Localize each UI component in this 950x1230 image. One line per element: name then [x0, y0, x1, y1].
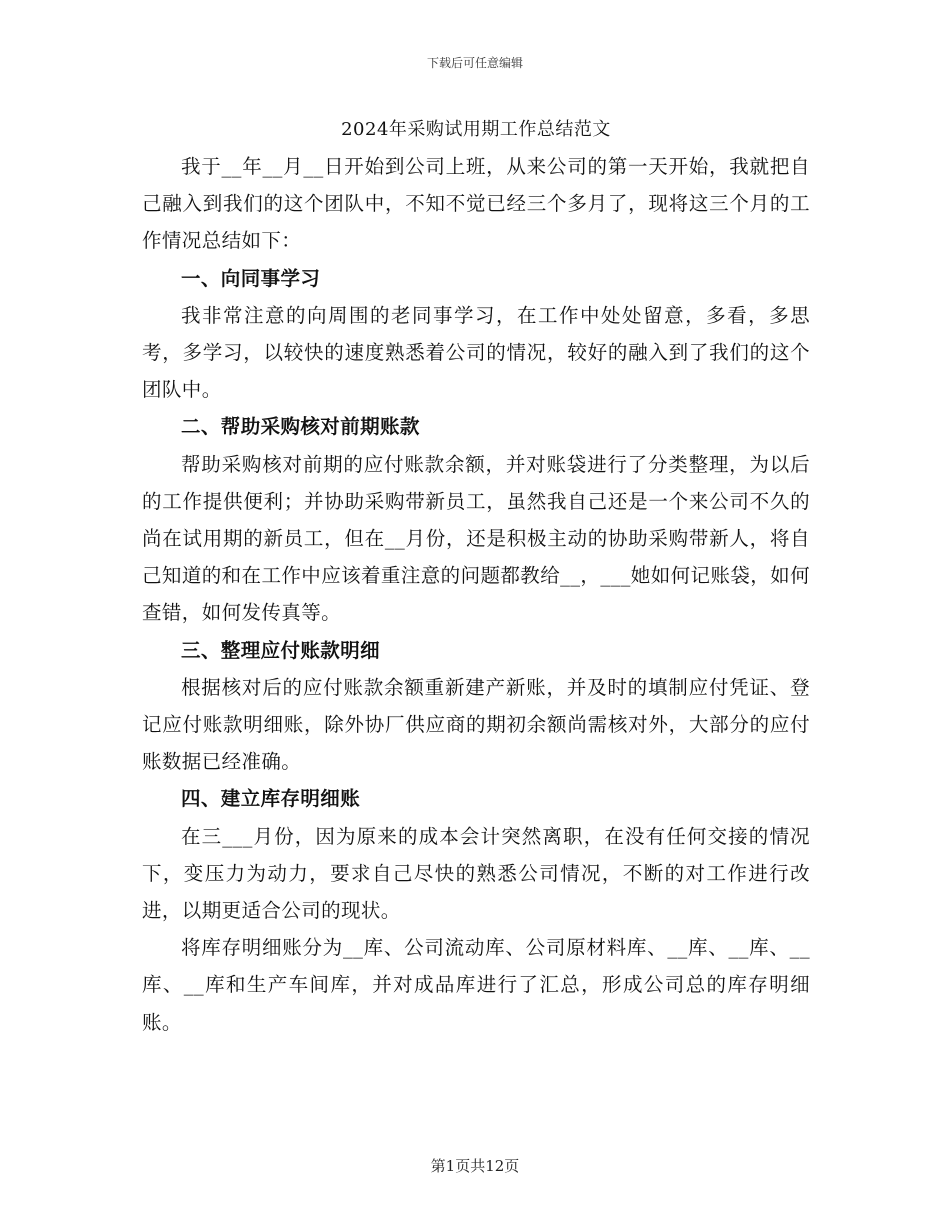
section-4-heading: 四、建立库存明细账: [181, 787, 361, 811]
section-3-paragraph: 根据核对后的应付账款余额重新建产新账，并及时的填制应付凭证、登记应付账款明细账，除外协厂供应商的期初余额尚需核对外，大部分的应付账数据已经准确。: [142, 675, 810, 774]
section-4-paragraph-1: 在三___月份，因为原来的成本会计突然离职，在没有任何交接的情况下，变压力为动力，要求自己尽快的熟悉公司情况，不断的对工作进行改进，以期更适合公司的现状。: [142, 824, 810, 923]
document-body: [142, 112, 810, 1041]
page-number-indicator: 第1页共12页: [430, 1157, 520, 1175]
section-4-paragraph-2: 将库存明细账分为__库、公司流动库、公司原材料库、__库、__库、__库、__库和生产车间库，并对成品库进行了汇总，形成公司总的库存明细账。: [142, 936, 810, 1034]
section-2-paragraph: 帮助采购核对前期的应付账款余额，并对账袋进行了分类整理，为以后的工作提供便利；并协助采购带新员工，虽然我自己还是一个来公司不久的尚在试用期的新员工，但在__月份，还是积极主动的协助采购带新人，将自己知道的和在工作中应该着重注意的问题都教给__，___她如何记账袋，如何查错，如何发传真等。: [142, 452, 810, 625]
section-2-heading: 二、帮助采购核对前期账款: [181, 415, 420, 439]
section-1-heading: 一、向同事学习: [181, 266, 321, 290]
page-header-note: 下载后可任意编辑: [426, 56, 523, 70]
section-3-heading: 三、整理应付账款明细: [181, 638, 381, 662]
intro-paragraph: 我于__年__月__日开始到公司上班，从来公司的第一天开始，我就把自己融入到我们的这个团队中，不知不觉已经三个多月了，现将这三个月的工作情况总结如下：: [142, 155, 810, 253]
document-title: 2024年采购试用期工作总结范文: [341, 119, 611, 140]
section-1-paragraph: 我非常注意的向周围的老同事学习，在工作中处处留意，多看，多思考，多学习，以较快的速度熟悉着公司的情况，较好的融入到了我们的这个团队中。: [142, 303, 810, 402]
